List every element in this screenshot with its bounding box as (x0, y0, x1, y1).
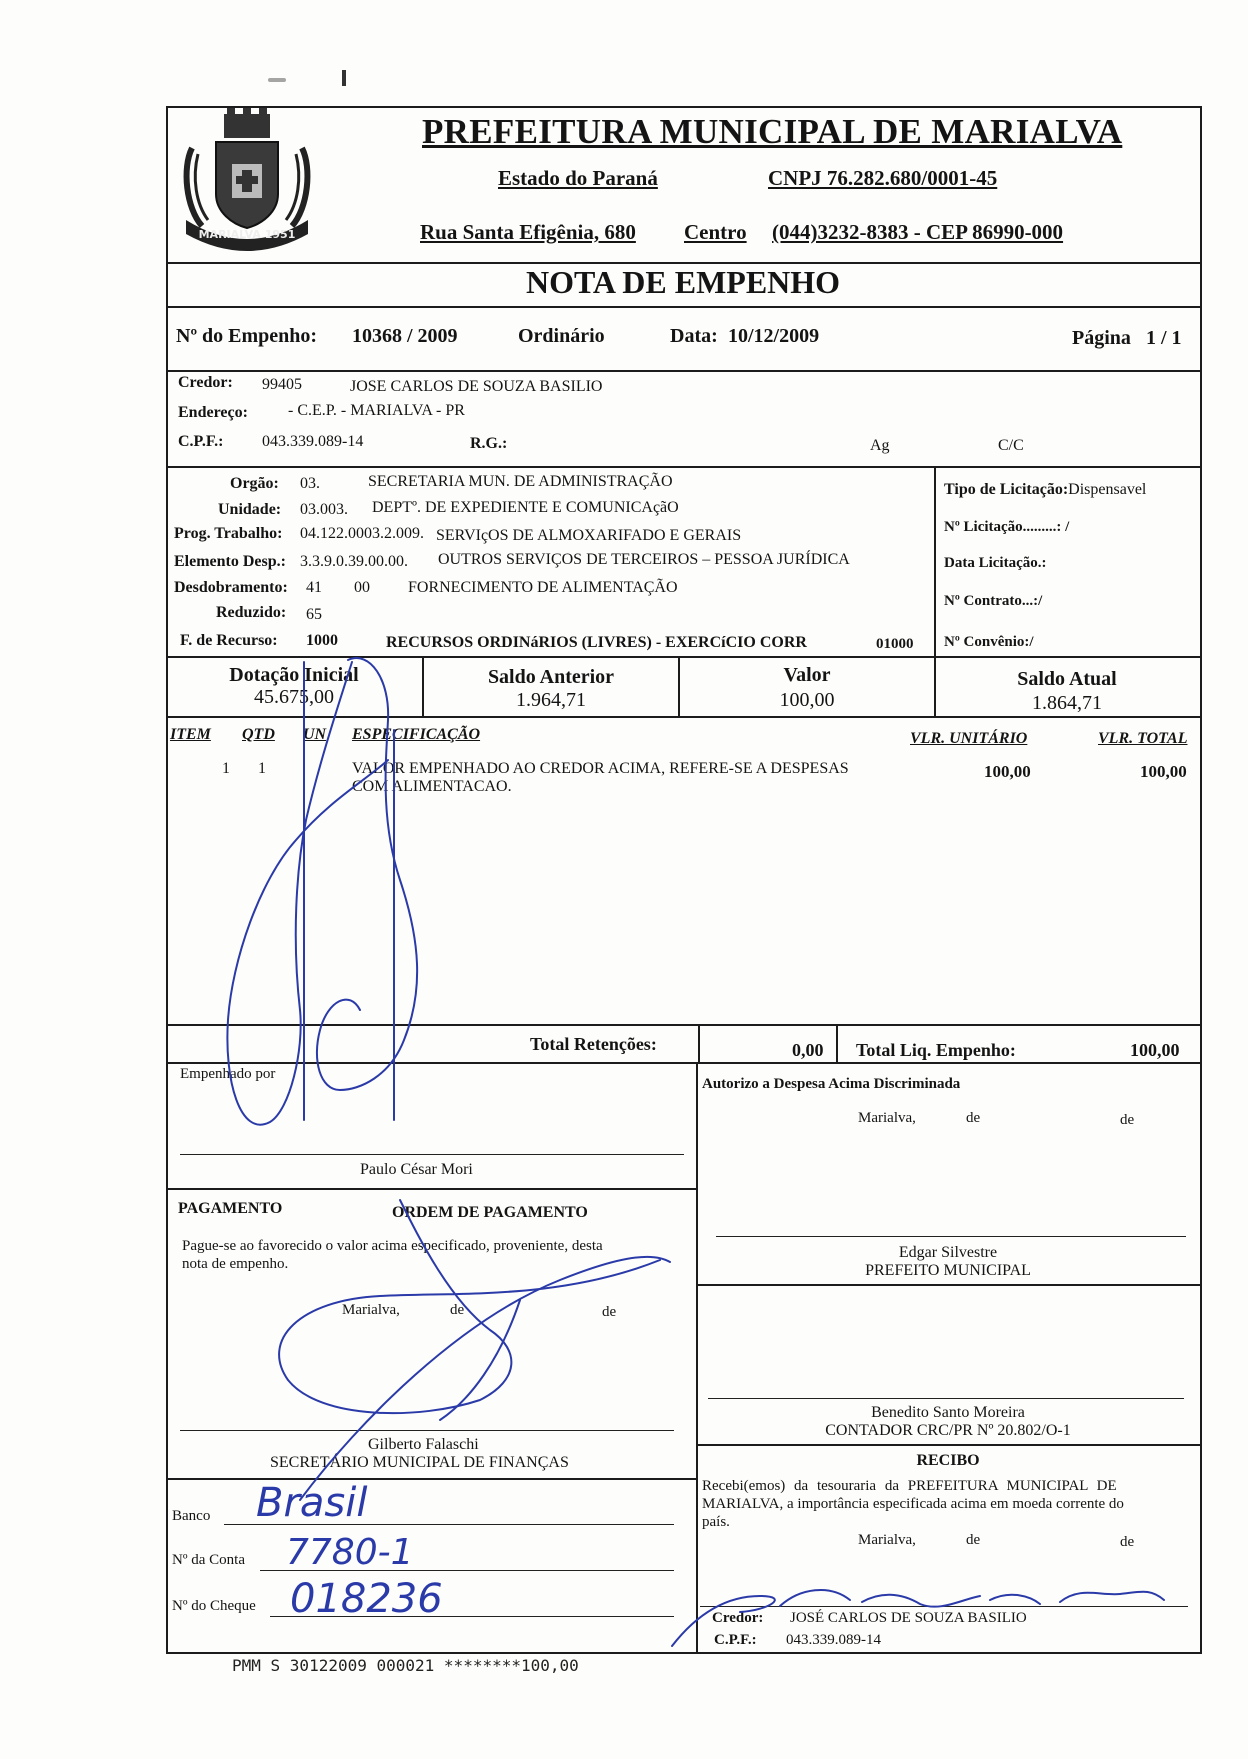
unidade-name: DEPTº. DE EXPEDIENTE E COMUNICAçãO (372, 499, 679, 516)
tipo-licitacao-label: Tipo de Licitação: (944, 481, 1069, 498)
autorizo-role: PREFEITO MUNICIPAL (865, 1262, 1031, 1279)
pagamento-city: Marialva, (342, 1302, 400, 1318)
elemento-label: Elemento Desp.: (174, 553, 286, 570)
unidade-code: 03.003. (300, 501, 348, 518)
document-title: NOTA DE EMPENHO (525, 264, 841, 300)
col-header-unit: VLR. UNITÁRIO (910, 730, 1028, 747)
col-header-spec: ESPECIFICAÇÃO (352, 726, 481, 743)
empenho-date-label: Data: (670, 325, 718, 347)
cpf-value: 043.339.089-14 (262, 433, 364, 450)
recibo-cpf-label: C.P.F.: (714, 1632, 757, 1648)
table-row-spec-line2: COM ALIMENTACAO. (352, 778, 512, 795)
recibo-text-line1: Recebi(emos) da tesouraria da PREFEITURA MUNICIPAL DE (702, 1478, 1117, 1494)
recibo-text-line2: MARIALVA, a importância especificada acima em moeda corrente do (702, 1496, 1124, 1512)
elemento-name: OUTROS SERVIÇOS DE TERCEIROS – PESSOA JURÍDICA (438, 551, 850, 568)
recibo-credor-label: Credor: (712, 1610, 764, 1626)
pagamento-de2: de (602, 1304, 617, 1320)
address-value: - C.E.P. - MARIALVA - PR (288, 402, 465, 419)
col-header-total: VLR. TOTAL (1098, 730, 1188, 747)
address-label: Endereço: (178, 404, 248, 421)
contador-signer: Benedito Santo Moreira (871, 1404, 1025, 1421)
header-phone-cep: (044)3232-8383 - CEP 86990-000 (772, 220, 1064, 244)
empenho-type: Ordinário (518, 325, 605, 347)
autorizo-signer: Edgar Silvestre (898, 1244, 998, 1261)
banco-label: Banco (172, 1508, 211, 1524)
recibo-de2: de (1120, 1534, 1135, 1550)
ordem-pagamento-label: ORDEM DE PAGAMENTO (392, 1204, 588, 1221)
svg-text:MARIALVA 1951: MARIALVA 1951 (198, 228, 296, 241)
empenhado-signer: Paulo César Mori (360, 1161, 473, 1178)
recibo-label: RECIBO (916, 1452, 980, 1469)
credor-code: 99405 (262, 376, 302, 393)
cc-label: C/C (998, 437, 1024, 454)
empenho-number-label: Nº do Empenho: (176, 325, 318, 347)
desdobramento-sub: 00 (354, 579, 370, 596)
autorizo-de2: de (1120, 1112, 1135, 1128)
empenho-number: 10368 / 2009 (352, 325, 458, 347)
rg-label: R.G.: (470, 435, 508, 452)
valor-value: 100,00 (779, 689, 835, 711)
saldo-atual-label: Saldo Atual (1017, 668, 1117, 690)
autorizo-label: Autorizo a Despesa Acima Discriminada (702, 1076, 961, 1092)
table-row-item: 1 (222, 760, 230, 777)
col-header-qtd: QTD (242, 726, 275, 743)
data-licitacao: Data Licitação.: (944, 555, 1047, 571)
elemento-code: 3.3.9.0.39.00.00. (300, 553, 408, 570)
cheque-label: Nº do Cheque (172, 1598, 256, 1614)
recibo-city: Marialva, (858, 1532, 916, 1548)
pagamento-text-line1: Pague-se ao favorecido o valor acima especificado, proveniente, desta (182, 1238, 603, 1254)
recurso-label: F. de Recurso: (180, 632, 278, 649)
licitacao-number: Nº Licitação.........: / (944, 519, 1070, 535)
saldo-anterior-value: 1.964,71 (516, 689, 586, 711)
page-label: Página (1072, 327, 1131, 349)
header-street: Rua Santa Efigênia, 680 (420, 220, 636, 244)
recibo-cpf: 043.339.089-14 (786, 1632, 881, 1648)
empenho-date: 10/12/2009 (728, 325, 820, 347)
desdobramento-code: 41 (306, 579, 322, 596)
banco-value: Brasil (256, 1480, 368, 1526)
header-title: PREFEITURA MUNICIPAL DE MARIALVA (422, 112, 1123, 151)
tipo-licitacao-value: Dispensavel (1068, 481, 1147, 498)
retencoes-label: Total Retenções: (530, 1034, 657, 1054)
col-header-item: ITEM (170, 726, 211, 743)
prog-code: 04.122.0003.2.009. (300, 525, 424, 542)
liquido-label: Total Liq. Empenho: (856, 1040, 1016, 1060)
header-district: Centro (684, 220, 747, 244)
pagamento-de1: de (450, 1302, 465, 1318)
autorizo-de1: de (966, 1110, 981, 1126)
table-row-unit: 100,00 (984, 762, 1031, 781)
page-number: 1 / 1 (1146, 327, 1182, 349)
prog-label: Prog. Trabalho: (174, 525, 283, 542)
dotacao-label: Dotação Inicial (229, 664, 359, 686)
header-state: Estado do Paraná (498, 166, 658, 190)
cpf-label: C.P.F.: (178, 433, 224, 450)
orgao-name: SECRETARIA MUN. DE ADMINISTRAÇÃO (368, 473, 673, 490)
orgao-label: Orgão: (230, 475, 279, 492)
unidade-label: Unidade: (218, 501, 282, 518)
recurso-name: RECURSOS ORDINáRIOS (LIVRES) - EXERCíCIO CORR (386, 634, 807, 651)
liquido-value: 100,00 (1130, 1040, 1180, 1060)
contador-role: CONTADOR CRC/PR Nº 20.802/O-1 (825, 1422, 1071, 1439)
convenio-number: Nº Convênio:/ (944, 634, 1034, 650)
reduzido-label: Reduzido: (216, 604, 287, 621)
prog-name: SERVIçOS DE ALMOXARIFADO E GERAIS (436, 527, 742, 544)
desdobramento-label: Desdobramento: (174, 579, 288, 596)
credor-name: JOSE CARLOS DE SOUZA BASILIO (350, 378, 603, 395)
conta-label: Nº da Conta (172, 1552, 245, 1568)
table-row-qtd: 1 (258, 760, 266, 777)
recurso-code: 1000 (306, 632, 338, 649)
saldo-anterior-label: Saldo Anterior (487, 666, 615, 688)
pagamento-signer: Gilberto Falaschi (368, 1436, 479, 1453)
credor-label: Credor: (178, 374, 233, 391)
autorizo-city: Marialva, (858, 1110, 916, 1126)
retencoes-value: 0,00 (792, 1040, 824, 1060)
empenhado-label: Empenhado por (180, 1066, 276, 1082)
pagamento-role: SECRETÁRIO MUNICIPAL DE FINANÇAS (270, 1454, 569, 1471)
orgao-code: 03. (300, 475, 320, 492)
table-row-total: 100,00 (1140, 762, 1187, 781)
ag-label: Ag (870, 437, 890, 454)
recibo-credor-name: JOSÉ CARLOS DE SOUZA BASILIO (790, 1610, 1027, 1626)
desdobramento-name: FORNECIMENTO DE ALIMENTAÇÃO (408, 579, 678, 596)
contrato-number: Nº Contrato...:/ (944, 593, 1043, 609)
recurso-sub: 01000 (876, 636, 914, 652)
reduzido-value: 65 (306, 606, 322, 623)
table-row-spec-line1: VALOR EMPENHADO AO CREDOR ACIMA, REFERE-SE A DESPESAS (352, 760, 849, 777)
header-cnpj: CNPJ 76.282.680/0001-45 (768, 166, 998, 190)
pagamento-label: PAGAMENTO (178, 1200, 283, 1217)
conta-value: 7780-1 (286, 1532, 414, 1573)
recibo-text-line3: país. (702, 1514, 730, 1530)
saldo-atual-value: 1.864,71 (1032, 692, 1102, 714)
col-header-un: UN (303, 726, 327, 743)
pagamento-text-line2: nota de empenho. (182, 1256, 289, 1272)
dotacao-value: 45.675,00 (254, 686, 334, 708)
recibo-de1: de (966, 1532, 981, 1548)
footer-stamp: PMM S 30122009 000021 ********100,00 (232, 1656, 579, 1675)
cheque-value: 018236 (290, 1576, 443, 1622)
valor-label: Valor (783, 664, 831, 686)
